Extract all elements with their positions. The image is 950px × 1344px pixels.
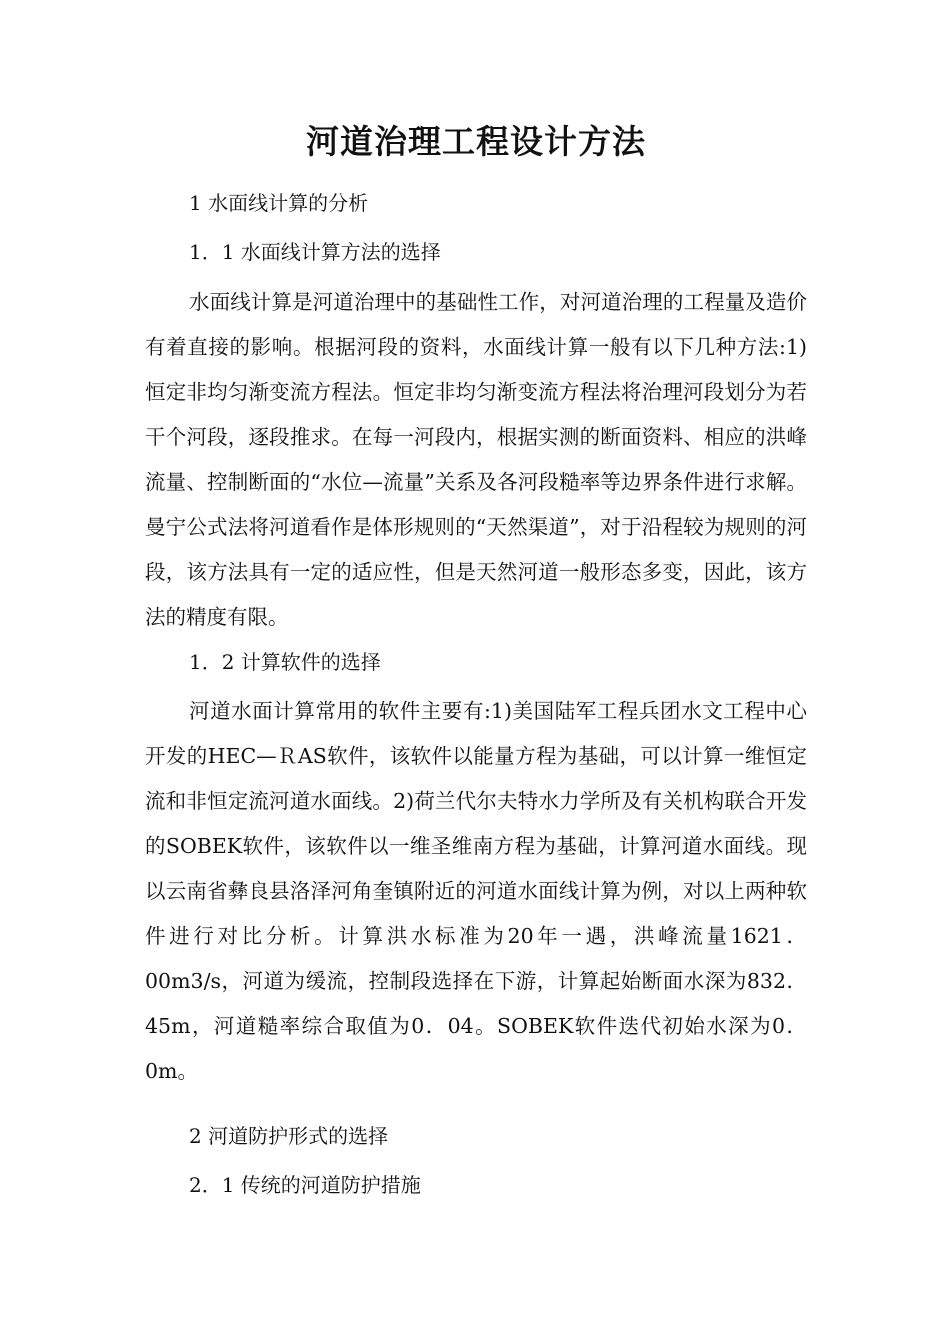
section-1-heading: 1 水面线计算的分析 — [189, 191, 369, 215]
section-1-1-paragraph: 水面线计算是河道治理中的基础性工作，对河道治理的工程量及造价有着直接的影响。根据河段的资料，水面线计算一般有以下几种方法:1)恒定非均匀渐变流方程法。恒定非均匀渐变流方程法将治理河段划分为若干个河段，逐段推求。在每一河段内，根据实测的断面资料、相应的洪峰流量、控制断面的“水位—流量”关系及各河段糙率等边界条件进行求解。曼宁公式法将河道看作是体形规则的“天然渠道”，对于沿程较为规则的河段，该方法具有一定的适应性，但是天然河道一般形态多变，因此，该方法的精度有限。 — [145, 290, 807, 629]
section-1-2-heading: 1．2 计算软件的选择 — [189, 650, 381, 674]
section-1-1-heading: 1．1 水面线计算方法的选择 — [189, 240, 441, 264]
document-title: 河道治理工程设计方法 — [306, 122, 646, 161]
section-2-1-heading: 2．1 传统的河道防护措施 — [189, 1173, 421, 1197]
section-1-2-paragraph: 河道水面计算常用的软件主要有:1)美国陆军工程兵团水文工程中心开发的HEC—ＲAS软件，该软件以能量方程为基础，可以计算一维恒定流和非恒定流河道水面线。2)荷兰代尔夫特水力学所及有关机构联合开发的SOBEK软件，该软件以一维圣维南方程为基础，计算河道水面线。现以云南省彝良县洛泽河角奎镇附近的河道水面线计算为例，对以上两种软件进行对比分析。计算洪水标准为20年一遇，洪峰流量1621．00m3/s，河道为缓流，控制段选择在下游，计算起始断面水深为832．45m，河道糙率综合取值为0．04。SOBEK软件迭代初始水深为0．0m。 — [145, 699, 807, 1083]
section-2-heading: 2 河道防护形式的选择 — [189, 1124, 389, 1148]
